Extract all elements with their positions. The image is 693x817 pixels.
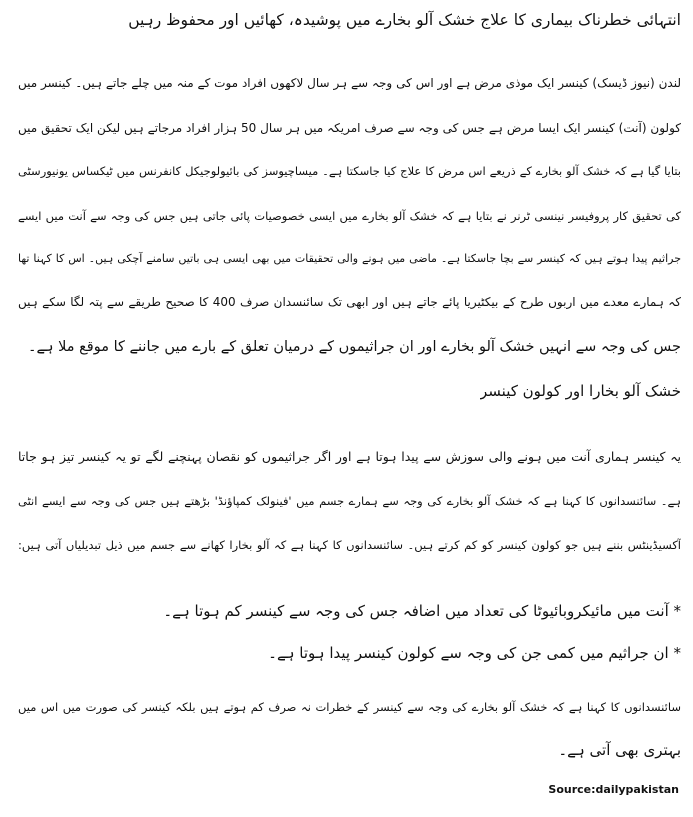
intro-line: جراثیم پیدا ہوتے ہیں کہ کینسر سے بچا جاسکتا ہے۔ ماضی میں ہونے والی تحقیقات میں بھی ایسی ہی باتیں سامنے آچکی ہیں۔ اس کا کہنا تھا <box>18 252 681 265</box>
bullet-item: * آنت میں مائیکروبائیوٹا کی تعداد میں اضافہ جس کی وجہ سے کینسر کم ہوتا ہے۔ <box>163 602 681 620</box>
article-title: انتہائی خطرناک بیماری کا علاج خشک آلو بخارے میں پوشیدہ، کھائیں اور محفوظ رہیں <box>128 11 681 29</box>
intro-line: بتایا گیا ہے کہ خشک آلو بخارے کے ذریعے اس مرض کا علاج کیا جاسکتا ہے۔ میساچیوسز کی بائیولوجیکل کانفرنس میں ٹیکساس یونیورسٹی <box>18 164 681 178</box>
source-credit: Source:dailypakistan <box>548 783 679 796</box>
section-subheading: خشک آلو بخارا اور کولون کینسر <box>480 382 681 400</box>
intro-line: لندن (نیوز ڈیسک) کینسر ایک موذی مرض ہے اور اس کی وجہ سے ہر سال لاکھوں افراد موت کے منہ میں چلے جاتے ہیں۔ کینسر میں <box>18 76 681 90</box>
intro-line: کہ ہمارے معدے میں اربوں طرح کے بیکٹیریا پائے جاتے ہیں اور ابھی تک سائنسدان صرف 400 کا صحیح طریقے سے پتہ لگا سکے ہیں <box>18 295 681 309</box>
intro-line: کی تحقیق کار پروفیسر نینسی ٹرنر نے بتایا ہے کہ خشک آلو بخارے میں ایسی خصوصیات پائی جاتی ہیں جس کی وجہ سے آنت میں ایسے <box>18 209 681 223</box>
intro-line: کولون (آنت) کینسر ایک ایسا مرض ہے جس کی وجہ سے صرف امریکہ میں ہر سال 50 ہزار افراد مرجاتے ہیں لیکن ایک تحقیق میں <box>18 121 681 135</box>
closing-line: بہتری بھی آتی ہے۔ <box>558 741 681 759</box>
body-line: یہ کینسر ہماری آنت میں ہونے والی سوزش سے پیدا ہوتا ہے اور اگر جراثیموں کو نقصان پہنچنے لگے تو یہ کینسر تیز ہو جاتا <box>18 449 681 464</box>
body-line: آکسیڈینٹس بننے ہیں جو کولون کینسر کو کم کرتے ہیں۔ سائنسدانوں کا کہنا ہے کہ آلو بخارا کھانے سے جسم میں ذیل تبدیلیاں آتی ہیں: <box>18 538 681 552</box>
bullet-item: * ان جراثیم میں کمی جن کی وجہ سے کولون کینسر پیدا ہوتا ہے۔ <box>268 644 681 662</box>
intro-line: جس کی وجہ سے انہیں خشک آلو بخارے اور ان جراثیموں کے درمیان تعلق کے بارے میں جاننے کا موقع ملا ہے۔ <box>27 339 681 355</box>
closing-line: سائنسدانوں کا کہنا ہے کہ خشک آلو بخارے کی وجہ سے کینسر کے خطرات نہ صرف کم ہوتے ہیں بلکہ کینسر کی صورت میں اس میں <box>18 700 681 714</box>
body-line: ہے۔ سائنسدانوں کا کہنا ہے کہ خشک آلو بخارے کی وجہ سے ہمارے جسم میں 'فینولک کمپاؤنڈ' بڑھتے ہیں جس کی وجہ سے ایسے انٹی <box>18 494 681 508</box>
